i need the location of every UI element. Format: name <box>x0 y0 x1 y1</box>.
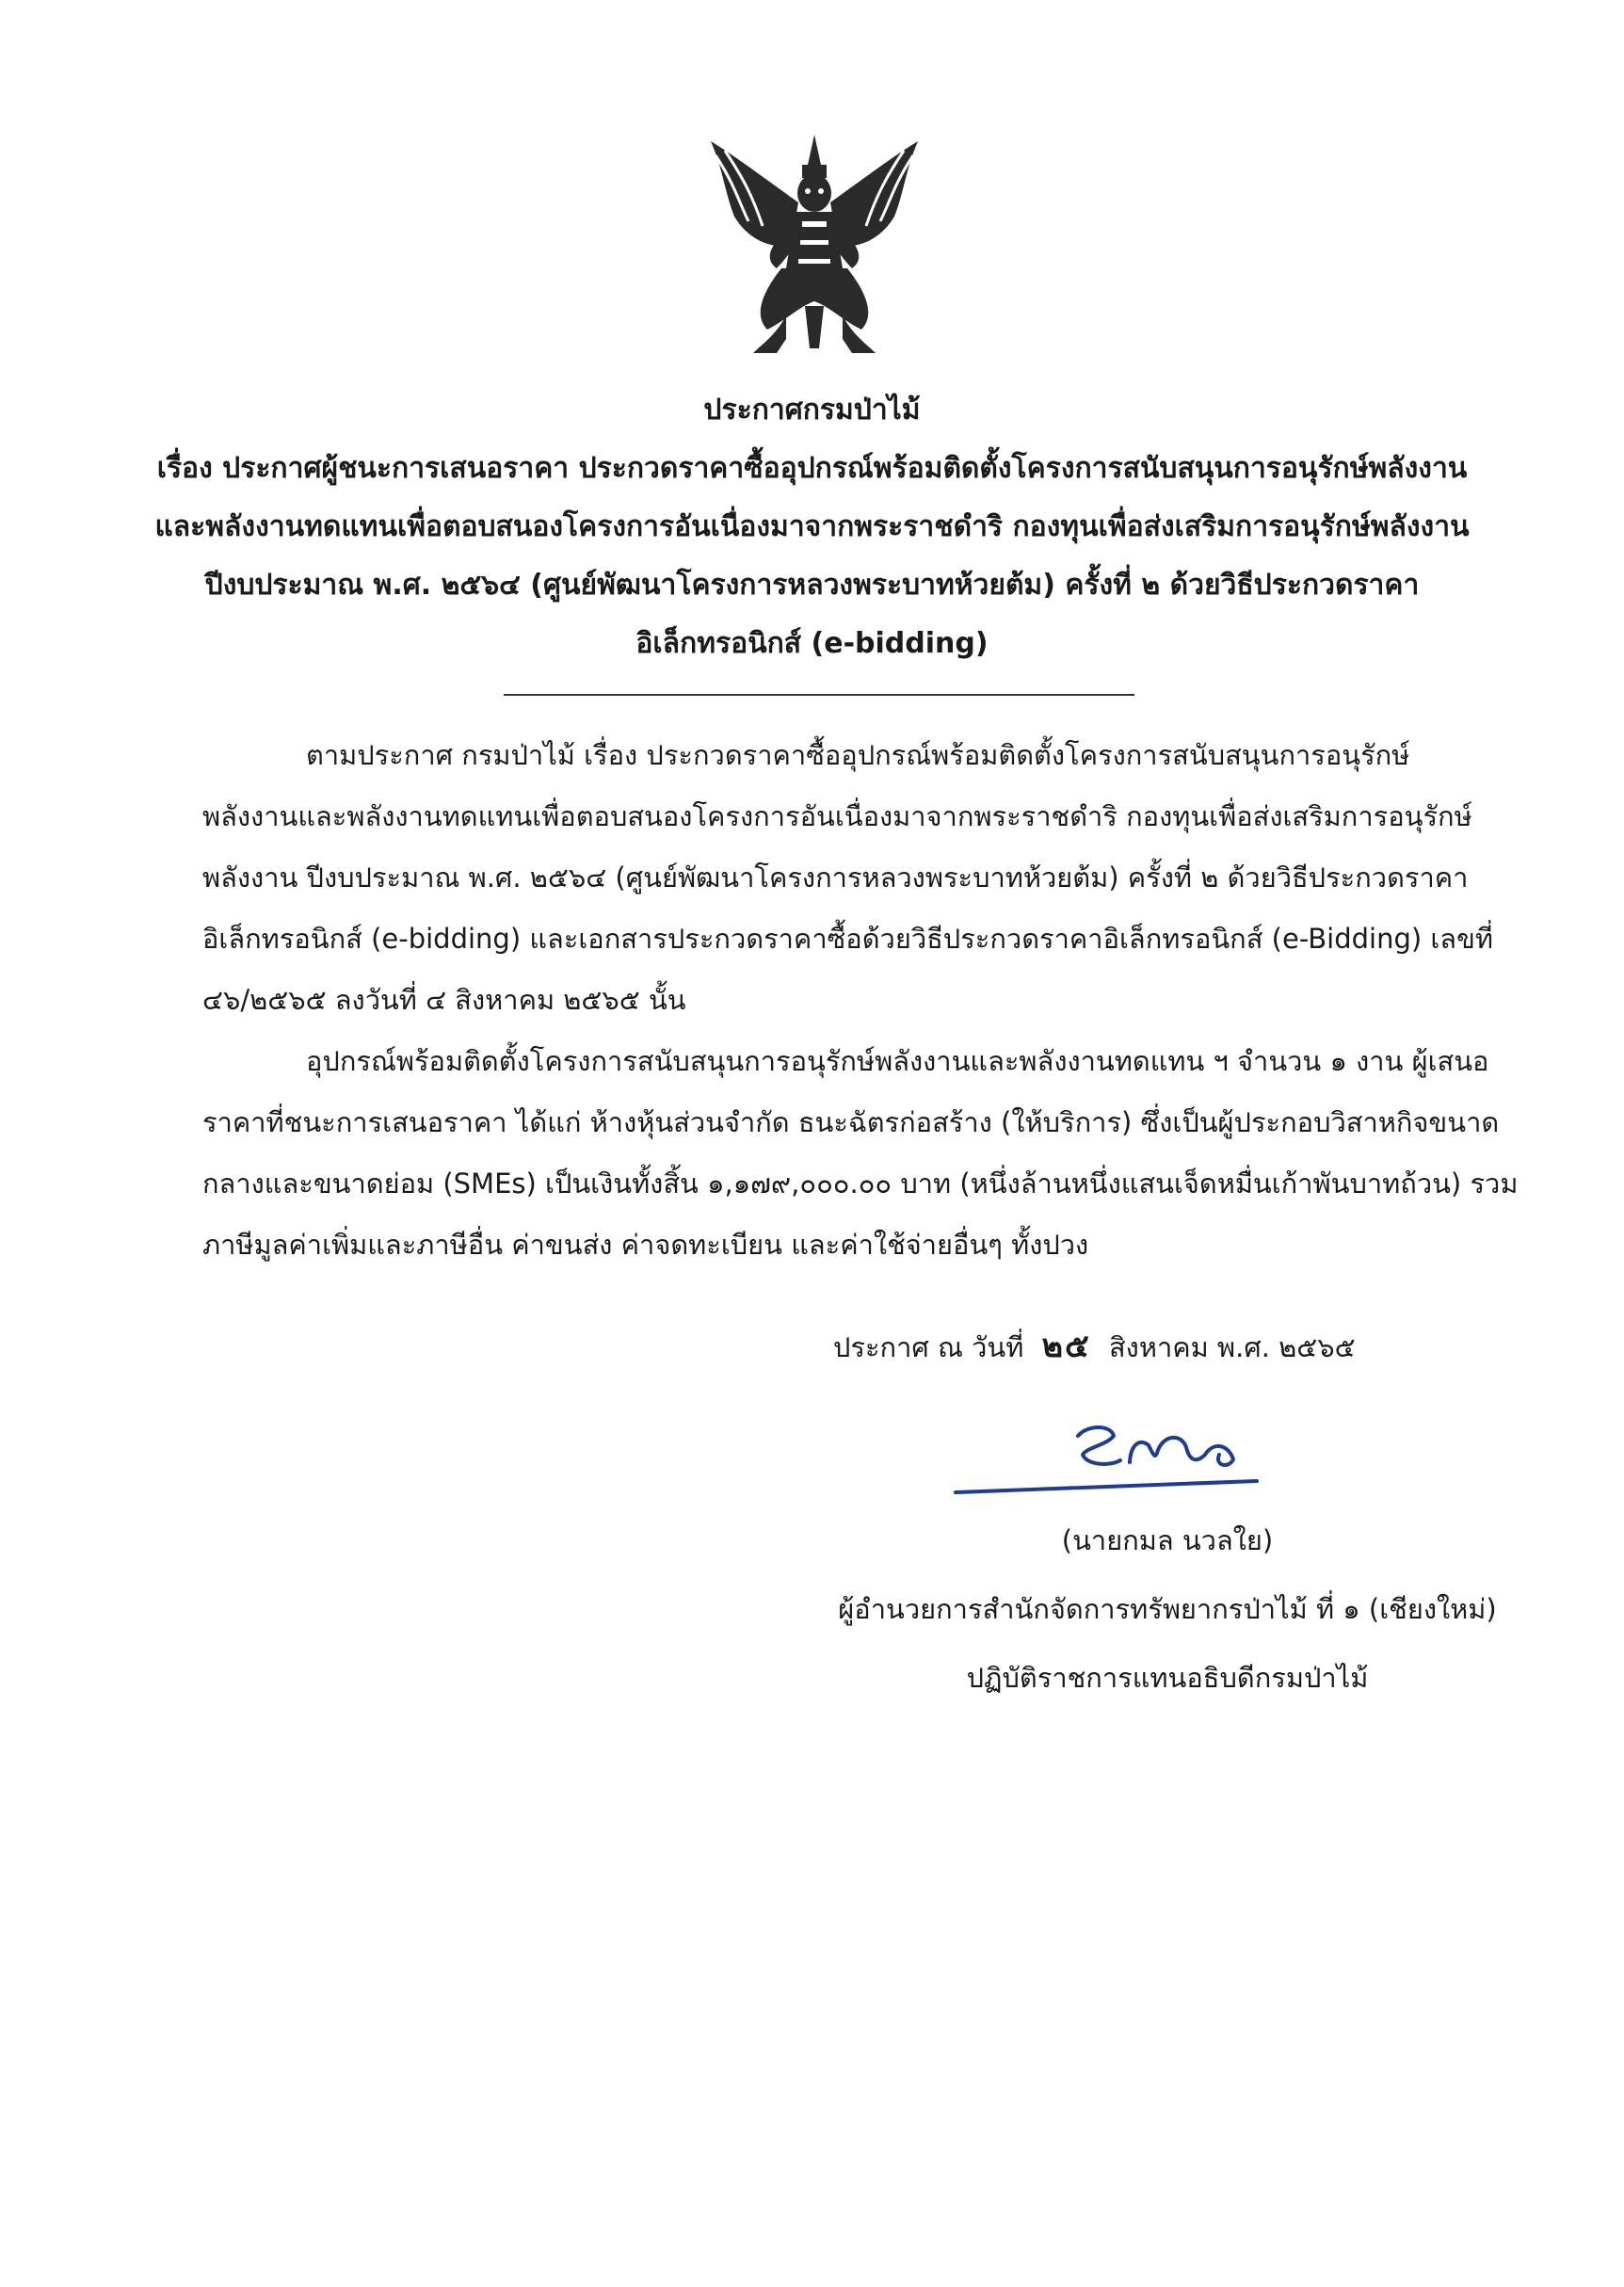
paragraph-line: พลังงานและพลังงานทดแทนเพื่อตอบสนองโครงการอันเนื่องมาจากพระราชดำริ กองทุนเพื่อส่งเสริมการอนุรักษ์ <box>202 800 1472 832</box>
signer-title: ผู้อำนวยการสำนักจัดการทรัพยากรป่าไม้ ที่ ๑ (เชียงใหม่) <box>838 1593 1497 1625</box>
paragraph-line: ภาษีมูลค่าเพิ่มและภาษีอื่น ค่าขนส่ง ค่าจดทะเบียน และค่าใช้จ่ายอื่นๆ ทั้งปวง <box>202 1229 1089 1261</box>
date-prefix: ประกาศ ณ วันที่ <box>833 1331 1024 1363</box>
agency-title: ประกาศกรมป่าไม้ <box>703 394 921 427</box>
paragraph-line: อิเล็กทรอนิกส์ (e-bidding) และเอกสารประกวดราคาซื้อด้วยวิธีประกวดราคาอิเล็กทรอนิกส์ (e-Bidding) เลขที่ <box>202 923 1494 955</box>
paragraph-line: ๔๖/๒๕๖๕ ลงวันที่ ๔ สิงหาคม ๒๕๖๕ นั้น <box>202 984 686 1016</box>
paragraph-line: พลังงาน ปีงบประมาณ พ.ศ. ๒๕๖๔ (ศูนย์พัฒนาโครงการหลวงพระบาทห้วยต้ม) ครั้งที่ ๒ ด้วยวิธีประกวดราคา <box>202 862 1469 894</box>
paragraph-line: อุปกรณ์พร้อมติดตั้งโครงการสนับสนุนการอนุรักษ์พลังงานและพลังงานทดแทน ฯ จำนวน ๑ งาน ผู้เสนอ <box>306 1045 1489 1077</box>
paragraph-reference <box>202 725 1494 1031</box>
date-rest: สิงหาคม พ.ศ. ๒๕๖๕ <box>1108 1331 1356 1363</box>
subject-line-4: อิเล็กทรอนิกส์ (e-bidding) <box>635 627 989 660</box>
announcement-header <box>141 381 1483 673</box>
subject-line-2: และพลังงานทดแทนเพื่อตอบสนองโครงการอันเนื่องมาจากพระราชดำริ กองทุนเพื่อส่งเสริมการอนุรักษ์พลังงาน <box>154 510 1470 543</box>
header-divider <box>504 694 1134 696</box>
subject-line-3: ปีงบประมาณ พ.ศ. ๒๕๖๔ (ศูนย์พัฒนาโครงการหลวงพระบาทห้วยต้ม) ครั้งที่ ๒ ด้วยวิธีประกวดราคา <box>204 569 1420 602</box>
paragraph-winner <box>202 1031 1519 1276</box>
handwritten-signature <box>946 1408 1266 1511</box>
garuda-emblem-icon <box>697 127 932 362</box>
signer-name: (นายกมล นวลใย) <box>1061 1524 1274 1556</box>
date-day: ๒๕ <box>1041 1328 1091 1365</box>
paragraph-line: ราคาที่ชนะการเสนอราคา ได้แก่ ห้างหุ้นส่วนจำกัด ธนะฉัตรก่อสร้าง (ให้บริการ) ซึ่งเป็นผู้ประกอบวิสาหกิจขนาด <box>202 1106 1500 1138</box>
paragraph-line: ตามประกาศ กรมป่าไม้ เรื่อง ประกวดราคาซื้ออุปกรณ์พร้อมติดตั้งโครงการสนับสนุนการอนุรักษ์ <box>306 739 1410 771</box>
subject-line-1: เรื่อง ประกาศผู้ชนะการเสนอราคา ประกวดราคาซื้ออุปกรณ์พร้อมติดตั้งโครงการสนับสนุนการอนุรักษ์พลังงาน <box>156 452 1468 485</box>
announcement-body <box>202 725 1519 1276</box>
signer-acting: ปฏิบัติราชการแทนอธิบดีกรมป่าไม้ <box>966 1662 1369 1694</box>
paragraph-line: กลางและขนาดย่อม (SMEs) เป็นเงินทั้งสิ้น ๑,๑๗๙,๐๐๐.๐๐ บาท (หนึ่งล้านหนึ่งแสนเจ็ดหมื่นเก้าพันบาทถ้วน) รวม <box>202 1168 1519 1200</box>
signer-block <box>810 1506 1525 1713</box>
announcement-date <box>833 1318 1356 1376</box>
